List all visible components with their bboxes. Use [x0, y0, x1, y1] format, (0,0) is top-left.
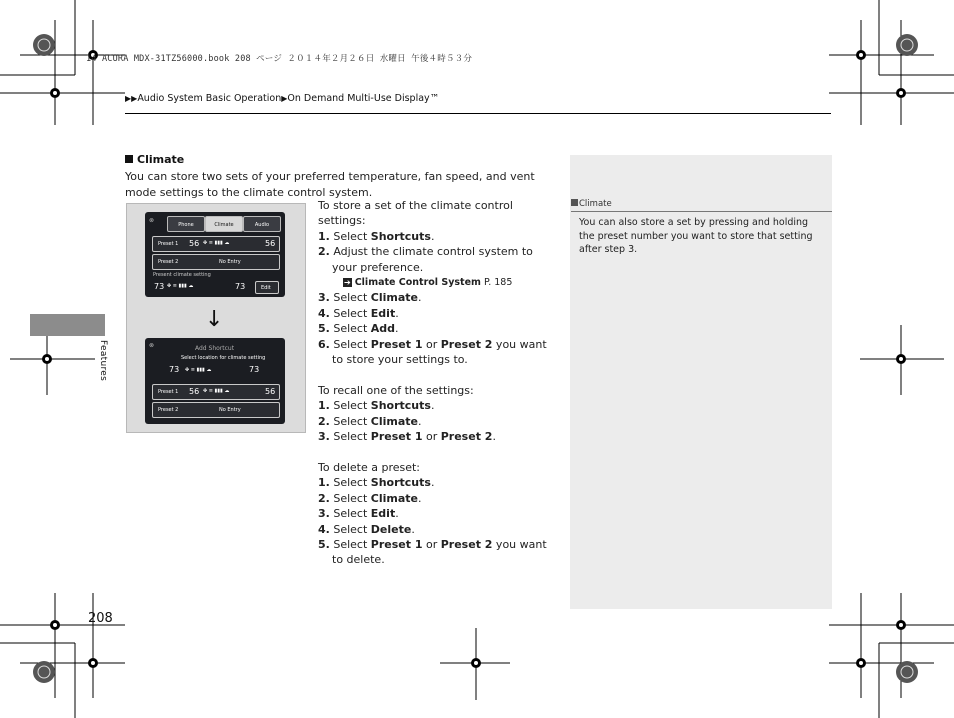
delete-step-4: 4. Select Delete.	[318, 522, 415, 536]
page-number: 208	[88, 611, 113, 626]
store-step-1: 1. Select Shortcuts.	[318, 229, 435, 243]
fan-icon: ✤ ≡ ▮▮▮ ☁	[203, 240, 230, 246]
screen-subtitle: Select location for climate setting	[181, 355, 266, 361]
instructions	[318, 198, 558, 568]
print-header: 14 ACURA MDX-31TZ56000.book 208 ページ ２０１４年２月２６日 水曜日 午後４時５３分	[86, 54, 473, 64]
header-rule	[125, 113, 831, 114]
preset1-row[interactable]: Preset 1 56 ✤ ≡ ▮▮▮ ☁ 56	[152, 384, 280, 400]
breadcrumb-prefix: ▶▶	[125, 94, 138, 103]
square-bullet-icon	[125, 155, 133, 163]
preset2-row[interactable]: Preset 2 No Entry	[152, 402, 280, 418]
tab-phone[interactable]: Phone	[167, 216, 205, 232]
store-step-5: 5. Select Add.	[318, 322, 399, 336]
store-step-2: 2. Adjust the climate control system to your preference.	[318, 245, 533, 274]
screen-title: Add Shortcut	[195, 345, 235, 352]
edit-button[interactable]: Edit	[255, 281, 279, 294]
fan-icon: ✤ ≡ ▮▮▮ ☁	[167, 283, 194, 289]
back-icon: ⊗	[149, 342, 155, 349]
chapter-tab	[30, 314, 105, 336]
cross-reference-link[interactable]: ➔ Climate Control System P. 185	[344, 277, 513, 289]
climate-shortcut-screen: ⊗ Phone Climate Audio Preset 1 56 ✤ ≡ ▮▮▮ ☁ 56 Preset 2 No Entry Present climate setting 73 ✤ ≡ ▮▮▮ ☁ 73 Edit	[145, 212, 285, 297]
tab-climate[interactable]: Climate	[205, 216, 243, 232]
add-shortcut-screen: ⊗ Add Shortcut Select location for climate setting 73 ✤ ≡ ▮▮▮ ☁ 73 Preset 1 56 ✤ ≡ ▮▮▮ ☁ 56 Preset 2 No Entry	[145, 338, 285, 424]
delete-intro: To delete a preset:	[318, 460, 421, 474]
delete-step-2: 2. Select Climate.	[318, 491, 422, 505]
note-marker-icon	[571, 199, 578, 206]
breadcrumb-separator: ▶	[281, 94, 288, 103]
preset1-row[interactable]: Preset 1 56 ✤ ≡ ▮▮▮ ☁ 56	[152, 236, 280, 252]
delete-step-1: 1. Select Shortcuts.	[318, 476, 435, 490]
section-title: Climate	[125, 153, 184, 166]
note-title: Climate	[571, 199, 612, 209]
note-text: You can also store a set by pressing and holding the preset number you want to store that setting after step 3.	[579, 217, 813, 255]
breadcrumb-item-display[interactable]: On Demand Multi-Use Display™	[287, 93, 440, 104]
tab-audio[interactable]: Audio	[243, 216, 281, 232]
section-intro: You can store two sets of your preferred temperature, fan speed, and vent mode settings to the climate control system.	[125, 170, 535, 199]
store-intro: To store a set of the climate control settings:	[318, 199, 513, 228]
recall-step-2: 2. Select Climate.	[318, 414, 422, 428]
delete-step-3: 3. Select Edit.	[318, 507, 399, 521]
reference-icon: ➔	[344, 278, 351, 288]
store-step-3: 3. Select Climate.	[318, 291, 422, 305]
recall-step-3: 3. Select Preset 1 or Preset 2.	[318, 430, 496, 444]
arrow-down-icon: ↓	[205, 307, 224, 332]
store-step-4: 4. Select Edit.	[318, 306, 399, 320]
delete-step-5: 5. Select Preset 1 or Preset 2 you want to delete.	[318, 537, 547, 567]
back-icon: ⊗	[149, 217, 155, 224]
recall-intro: To recall one of the settings:	[318, 383, 474, 397]
chapter-label: Features	[98, 340, 108, 382]
fan-icon: ✤ ≡ ▮▮▮ ☁	[203, 388, 230, 394]
note-rule	[571, 211, 832, 212]
breadcrumb-item-audio[interactable]: Audio System Basic Operation	[137, 93, 282, 104]
store-step-6: 6. Select Preset 1 or Preset 2 you want to store your settings to.	[318, 337, 547, 367]
fan-icon: ✤ ≡ ▮▮▮ ☁	[185, 367, 212, 373]
recall-step-1: 1. Select Shortcuts.	[318, 399, 435, 413]
present-label: Present climate setting	[153, 272, 211, 278]
breadcrumb	[125, 93, 439, 104]
preset2-row[interactable]: Preset 2 No Entry	[152, 254, 280, 270]
